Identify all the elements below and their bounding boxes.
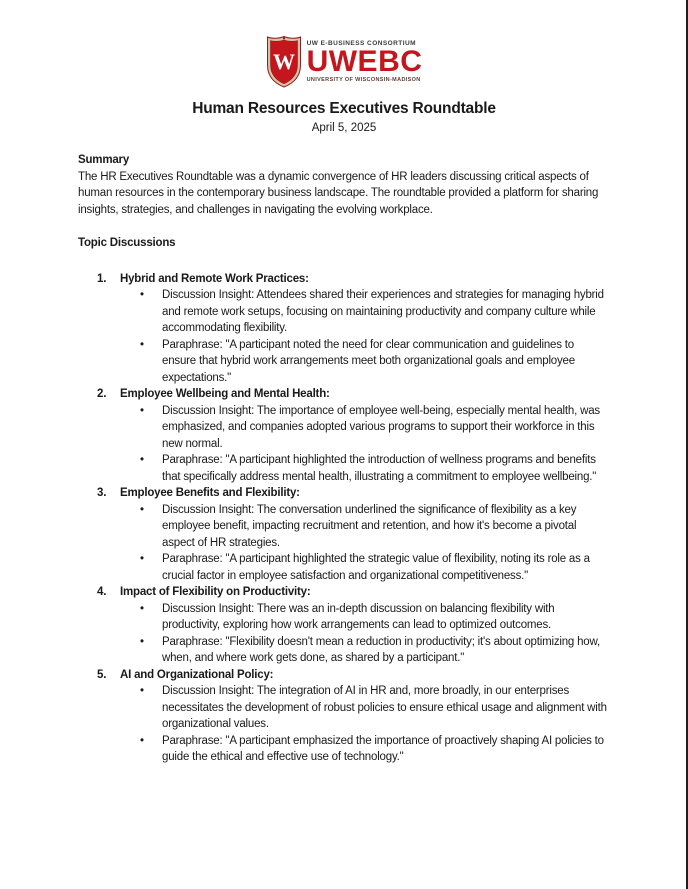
list-item	[140, 403, 610, 453]
topic-item	[78, 271, 610, 387]
paraphrase-text: Paraphrase: "A participant highlighted the introduction of wellness programs and benefits that specifically address mental health, illustrating a commitment to employee wellbeing."	[162, 454, 597, 483]
topic-title: AI and Organizational Policy:	[120, 668, 274, 681]
list-item	[140, 601, 610, 634]
topic-item	[78, 584, 610, 667]
bullet-icon	[140, 403, 162, 453]
list-item	[140, 287, 610, 337]
logo-wordmark: UWEBC	[306, 45, 423, 79]
bullet-icon	[140, 634, 162, 667]
topics-heading: Topic Discussions	[78, 237, 176, 249]
uwebc-logo	[78, 35, 610, 88]
topic-item	[78, 386, 610, 485]
list-item	[140, 551, 610, 584]
bullet-icon	[140, 601, 162, 634]
topic-number: 3.	[97, 487, 107, 499]
topic-title: Hybrid and Remote Work Practices:	[120, 272, 309, 285]
bullet-icon	[140, 551, 162, 584]
discussion-insight-text: Discussion Insight: The integration of AI in HR and, more broadly, in our enterprises necessitates the development of robust policies to ensure ethical usage and alignment with organizational values.	[162, 685, 607, 730]
bullet-icon	[140, 502, 162, 552]
discussion-insight-text: Discussion Insight: The importance of employee well-being, especially mental health, was emphasized, and companies adopted various programs to support their workforce in this new normal.	[162, 404, 600, 450]
paraphrase-text: Paraphrase: "A participant emphasized the importance of proactively shaping AI policies to guide the ethical and effective use of technology."	[162, 734, 604, 763]
bullet-icon	[140, 287, 162, 337]
topic-title: Impact of Flexibility on Productivity:	[120, 586, 311, 598]
bullet-icon	[140, 337, 162, 387]
topic-number: 5.	[97, 668, 107, 681]
topic-title: Employee Wellbeing and Mental Health:	[120, 388, 330, 400]
uw-crest-icon	[266, 35, 302, 88]
page-title: Human Resources Executives Roundtable	[192, 100, 496, 117]
topic-title: Employee Benefits and Flexibility:	[120, 487, 300, 499]
paraphrase-text: Paraphrase: "A participant highlighted the strategic value of flexibility, noting its role as a crucial factor in employee satisfaction and organizational competitiveness."	[162, 553, 590, 582]
topic-number: 1.	[97, 272, 107, 285]
bullet-icon	[140, 733, 162, 766]
list-item	[140, 733, 610, 766]
list-item	[140, 683, 610, 733]
list-item	[140, 634, 610, 667]
topic-item	[78, 667, 610, 766]
summary-heading: Summary	[78, 154, 130, 166]
list-item	[140, 337, 610, 387]
discussion-insight-text: Discussion Insight: There was an in-depth discussion on balancing flexibility with productivity, exploring how work arrangements can lead to optimized outcomes.	[162, 602, 555, 631]
bullet-icon	[140, 683, 162, 733]
topic-item	[78, 485, 610, 584]
discussion-insight-text: Discussion Insight: Attendees shared their experiences and strategies for managing hybrid and remote work setups, focusing on maintaining productivity and company culture while accommodating flexibility.	[162, 289, 604, 334]
topic-number: 4.	[97, 586, 107, 598]
svg-text:W: W	[272, 49, 295, 74]
logo-university-text: UNIVERSITY OF WISCONSIN-MADISON	[306, 76, 421, 83]
summary-paragraph: The HR Executives Roundtable was a dynamic convergence of HR leaders discussing critical aspects of human resources in the contemporary business landscape. The roundtable provided a platform for sharing insights, strategies, and challenges in navigating the evolving workplace.	[78, 170, 599, 216]
document-date: April 5, 2025	[311, 122, 377, 134]
logo-text-block	[307, 40, 423, 83]
paraphrase-text: Paraphrase: "Flexibility doesn't mean a reduction in productivity; it's about optimizing how, when, and where work gets done, as shared by a participant."	[162, 635, 600, 664]
paraphrase-text: Paraphrase: "A participant noted the need for clear communication and guidelines to ensure that hybrid work arrangements meet both organizational goals and employee expectations."	[162, 338, 575, 384]
discussion-insight-text: Discussion Insight: The conversation underlined the significance of flexibility as a key employee benefit, impacting recruitment and retention, and how it's become a pivotal aspect of HR strategies.	[162, 503, 577, 549]
list-item	[140, 502, 610, 552]
list-item	[140, 452, 610, 485]
topics-list	[78, 271, 610, 766]
bullet-icon	[140, 452, 162, 485]
logo-consortium-text: UW E-BUSINESS CONSORTIUM	[306, 40, 416, 48]
topic-number: 2.	[97, 388, 107, 400]
